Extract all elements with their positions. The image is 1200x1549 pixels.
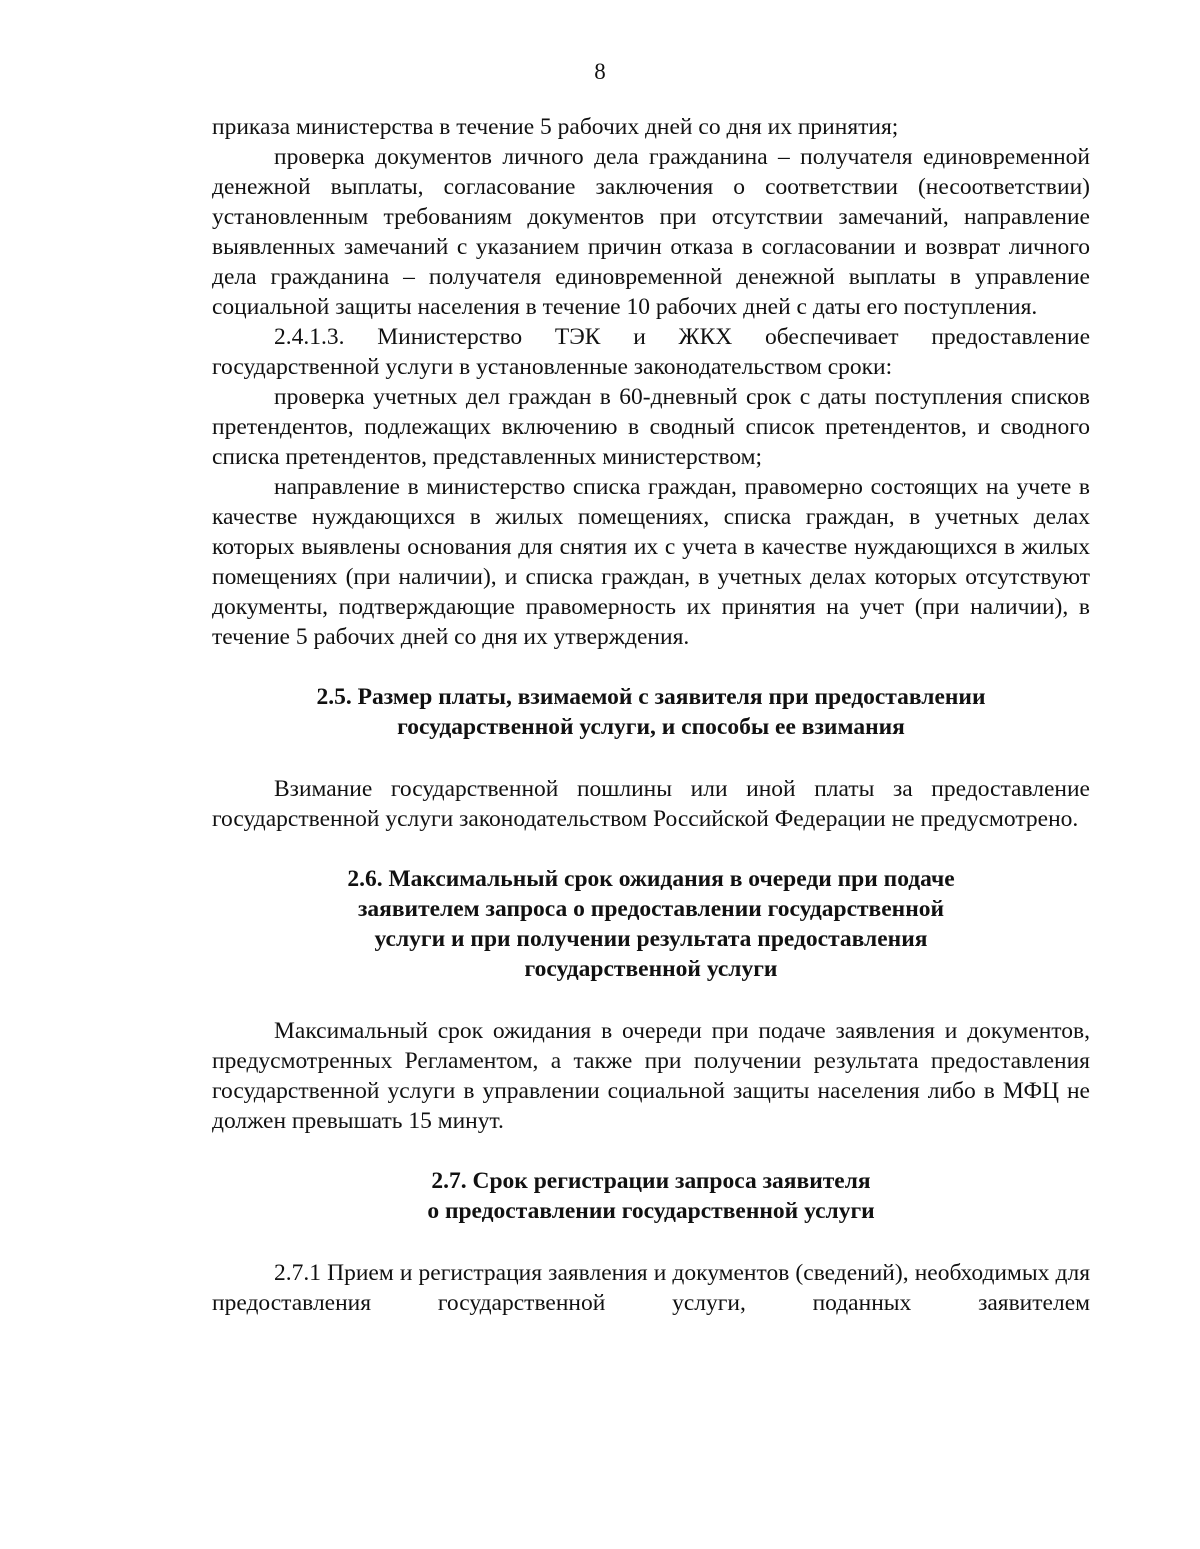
page-content xyxy=(212,112,1090,1318)
section-heading-2-6 xyxy=(212,864,1090,984)
paragraph-registry-check: проверка учетных дел граждан в 60-дневный срок с даты поступления списков претендентов, подлежащих включению в сводный список претендентов, и сводного списка претендентов, представленных министерством; xyxy=(212,384,1090,470)
heading-line: 2.6. Максимальный срок ожидания в очереди при подаче xyxy=(347,866,955,892)
heading-line: заявителем запроса о предоставлении государственной xyxy=(357,896,945,922)
spacer xyxy=(212,984,1090,1016)
heading-line: 2.7. Срок регистрации запроса заявителя xyxy=(431,1168,871,1194)
paragraph-list-direction: направление в министерство списка граждан, правомерно состоящих на учете в качестве нуждающихся в жилых помещениях, списка граждан, в учетных делах которых выявлены основания для снятия их с учета в качестве нуждающихся в жилых помещениях (при наличии), и списка граждан, в учетных делах которых отсутствуют документы, подтверждающие правомерность их принятия на учет (при наличии), в течение 5 рабочих дней со дня их утверждения. xyxy=(212,474,1090,650)
paragraph-continuation: приказа министерства в течение 5 рабочих дней со дня их принятия; xyxy=(212,114,899,140)
section-heading-2-7 xyxy=(212,1166,1090,1226)
heading-line: государственной услуги xyxy=(524,956,778,982)
heading-line: 2.5. Размер платы, взимаемой с заявителя при предоставлении xyxy=(316,684,986,710)
page-number: 8 xyxy=(594,59,606,84)
section-heading-2-5 xyxy=(212,682,1090,742)
spacer xyxy=(212,742,1090,774)
heading-line: государственной услуги, и способы ее взимания xyxy=(397,714,905,740)
paragraph-2-6-text: Максимальный срок ожидания в очереди при подаче заявления и документов, предусмотренных Регламентом, а также при получении результата предоставления государственной услуги в управлении социальной защиты населения либо в МФЦ не должен превышать 15 минут. xyxy=(212,1018,1090,1134)
paragraph-2-7-1: 2.7.1 Прием и регистрация заявления и документов (сведений), необходимых для предоставления государственной услуги, поданных заявителем xyxy=(212,1260,1090,1316)
spacer xyxy=(212,1226,1090,1258)
heading-line: услуги и при получении результата предоставления xyxy=(374,926,928,952)
spacer xyxy=(212,834,1090,864)
paragraph-2-5-text: Взимание государственной пошлины или иной платы за предоставление государственной услуги законодательством Российской Федерации не предусмотрено. xyxy=(212,776,1090,832)
paragraph-2-4-1-3: 2.4.1.3. Министерство ТЭК и ЖКХ обеспечивает предоставление государственной услуги в установленные законодательством сроки: xyxy=(212,324,1090,380)
spacer xyxy=(212,1136,1090,1166)
heading-line: о предоставлении государственной услуги xyxy=(427,1198,875,1224)
paragraph-document-check: проверка документов личного дела гражданина – получателя единовременной денежной выплаты, согласование заключения о соответствии (несоответствии) установленным требованиям документов при отсутствии замечаний, направление выявленных замечаний с указанием причин отказа в согласовании и возврат личного дела гражданина – получателя единовременной денежной выплаты в управление социальной защиты населения в течение 10 рабочих дней с даты его поступления. xyxy=(212,144,1090,320)
spacer xyxy=(212,652,1090,682)
